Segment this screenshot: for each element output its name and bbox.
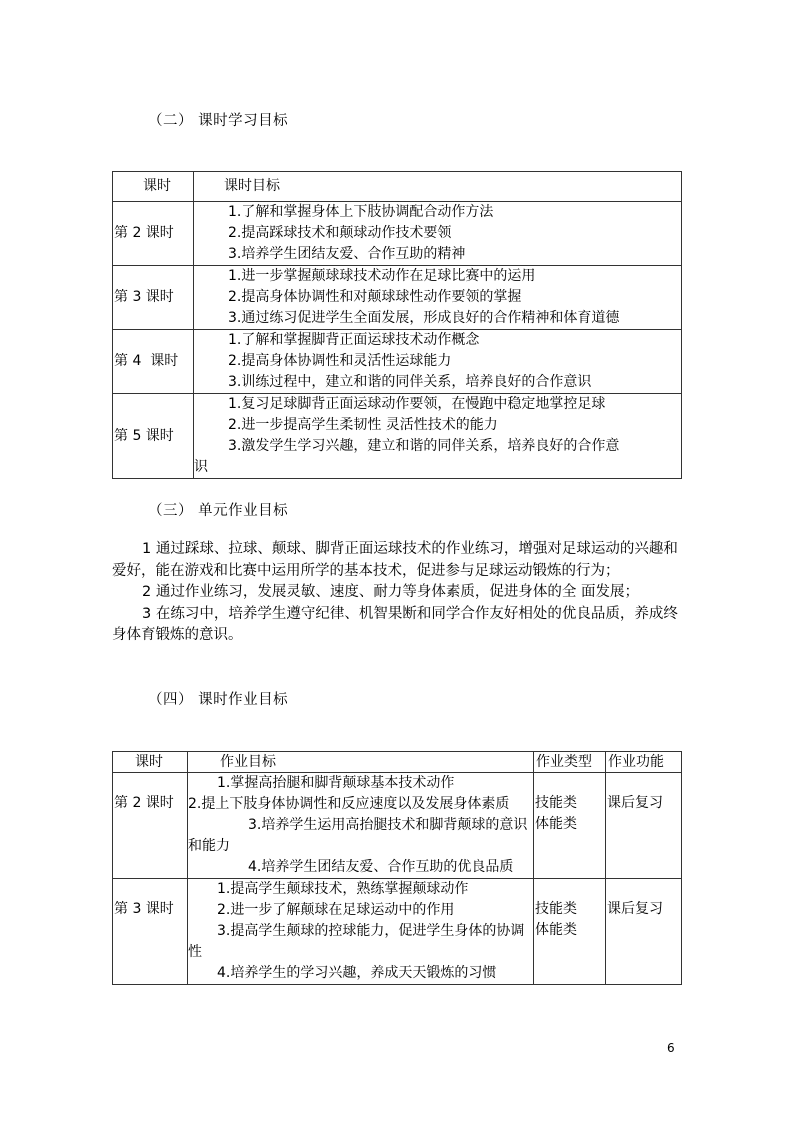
lesson-cell: 第 2 课时 <box>113 202 194 266</box>
unit-goal-paragraph: 2 通过作业练习，发展灵敏、速度、耐力等身体素质，促进身体的全 面发展； <box>142 584 639 600</box>
goal-line: 3.通过练习促进学生全面发展，形成良好的合作精神和体育道德 <box>228 310 620 326</box>
header-goal: 课时目标 <box>194 172 682 202</box>
lesson-cell: 第 3 课时 <box>113 879 188 985</box>
goal-line: 1.进一步掌握颠球球技术动作在足球比赛中的运用 <box>228 268 536 284</box>
goal-cell <box>194 394 682 479</box>
header-lesson: 课时 <box>113 752 188 773</box>
table-row <box>113 330 682 394</box>
goal-line: 2.进一步提高学生柔韧性 灵活性技术的能力 <box>228 417 498 433</box>
section-heading-lesson-homework-goals: （四） 课时作业目标 <box>148 692 289 708</box>
header-lesson: 课时 <box>113 172 194 202</box>
goal-line: 1.了解和掌握脚背正面运球技术动作概念 <box>228 332 480 348</box>
lesson-cell: 第 2 课时 <box>113 773 188 879</box>
lesson-cell: 第 5 课时 <box>113 394 194 479</box>
table-row <box>113 773 682 879</box>
type-cell <box>534 773 606 879</box>
goal-line: 1.掌握高抬腿和脚背颠球基本技术动作 <box>217 775 455 791</box>
goal-line: 4.培养学生团结友爱、合作互助的优良品质 <box>248 859 514 875</box>
table-row <box>113 202 682 266</box>
goal-line: 2.提高踩球技术和颠球动作技术要领 <box>228 225 452 241</box>
goal-line: 2.提上下肢身体协调性和反应速度以及发展身体素质 <box>188 796 510 812</box>
goal-cell <box>194 330 682 394</box>
goal-line: 3.训练过程中，建立和谐的同伴关系，培养良好的合作意识 <box>228 374 592 390</box>
goal-line: 3.激发学生学习兴趣，建立和谐的同伴关系，培养良好的合作意 <box>228 438 620 454</box>
table-header-row <box>113 752 682 773</box>
type-skill: 技能类 <box>535 901 577 917</box>
goal-line: 1.复习足球脚背正面运球动作要领，在慢跑中稳定地掌控足球 <box>228 396 606 412</box>
lesson-goals-table <box>112 171 682 479</box>
goal-cell <box>188 773 534 879</box>
goal-line: 1.了解和掌握身体上下肢协调配合动作方法 <box>228 204 494 220</box>
goal-line: 2.提高身体协调性和对颠球球性动作要领的掌握 <box>228 289 522 305</box>
unit-goals-text <box>112 539 686 647</box>
type-fitness: 体能类 <box>535 816 577 832</box>
type-cell <box>534 879 606 985</box>
goal-line: 2.提高身体协调性和灵活性运球能力 <box>228 353 452 369</box>
goal-line: 3.提高学生颠球的控球能力，促进学生身体的协调性 <box>188 923 525 960</box>
goal-line-continued: 识 <box>194 459 208 475</box>
type-skill: 技能类 <box>535 795 577 811</box>
goal-line: 1.提高学生颠球技术，熟练掌握颠球动作 <box>217 881 469 897</box>
table-row <box>113 266 682 330</box>
header-goal: 作业目标 <box>188 752 534 773</box>
table-header-row <box>113 172 682 202</box>
header-type: 作业类型 <box>534 752 606 773</box>
table-row <box>113 879 682 985</box>
section-heading-unit-homework-goals: （三） 单元作业目标 <box>148 503 289 519</box>
function-cell: 课后复习 <box>606 879 682 985</box>
goal-cell <box>188 879 534 985</box>
type-fitness: 体能类 <box>535 922 577 938</box>
goal-line: 4.培养学生的学习兴趣，养成天天锻炼的习惯 <box>217 965 497 981</box>
page-number: 6 <box>667 1041 675 1055</box>
function-cell: 课后复习 <box>606 773 682 879</box>
unit-goal-paragraph: 3 在练习中，培养学生遵守纪律、机智果断和同学合作友好相处的优良品质，养成终身体育锻炼的意识。 <box>112 605 678 643</box>
header-func: 作业功能 <box>606 752 682 773</box>
lesson-homework-table <box>112 751 682 985</box>
goal-line: 3.培养学生运用高抬腿技术和脚背颠球的意识和能力 <box>188 817 528 854</box>
table-row <box>113 394 682 479</box>
section-heading-lesson-goals: （二） 课时学习目标 <box>148 113 289 129</box>
goal-cell <box>194 266 682 330</box>
lesson-cell: 第 4 课时 <box>113 330 194 394</box>
goal-line: 3.培养学生团结友爱、合作互助的精神 <box>228 246 466 262</box>
goal-line: 2.进一步了解颠球在足球运动中的作用 <box>217 902 455 918</box>
lesson-cell: 第 3 课时 <box>113 266 194 330</box>
goal-cell <box>194 202 682 266</box>
unit-goal-paragraph: 1 通过踩球、拉球、颠球、脚背正面运球技术的作业练习，增强对足球运动的兴趣和爱好，能在游戏和比赛中运用所学的基本技术，促进参与足球运动锻炼的行为； <box>112 541 678 579</box>
